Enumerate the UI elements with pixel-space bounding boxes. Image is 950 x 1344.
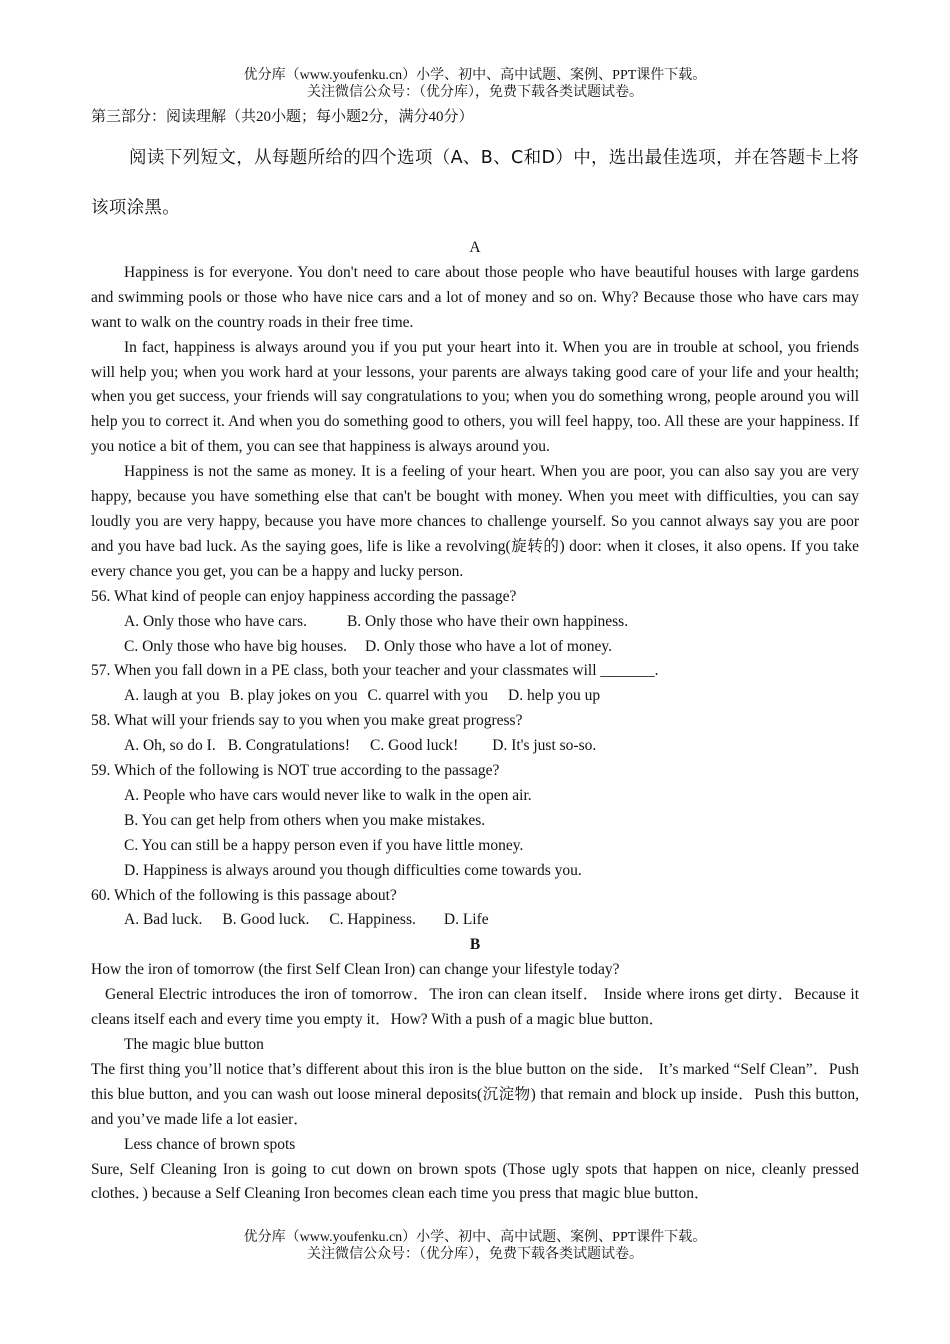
passage-b-paragraph-2: The first thing you’ll notice that’s different about this iron is the blue button on the side． It’s marked “Self Clean”．Push this blue button, and you can wash out loose mineral deposits(沉淀物) that remain and block up inside．Push this button, and you’ve made life a lot easier．	[91, 1060, 859, 1128]
page-header	[0, 67, 950, 101]
passage-b-label: B	[469, 936, 481, 954]
question-59: 59. Which of the following is NOT true according to the passage?	[91, 762, 500, 780]
option-56-b: B. Only those who have their own happiness.	[346, 612, 629, 630]
header-line-1: 优分库（www.youfenku.cn）小学、初中、高中试题、案例、PPT课件下载。	[243, 68, 707, 83]
option-57-d: D. help you up	[508, 687, 601, 705]
question-60-options	[91, 908, 859, 933]
question-56-options-row-1	[91, 610, 859, 635]
section-title: 第三部分：阅读理解（共20小题；每小题2分，满分40分）	[91, 109, 474, 125]
question-57: 57. When you fall down in a PE class, both your teacher and your classmates will _______.	[91, 662, 659, 680]
option-58-c: C. Good luck!	[370, 737, 459, 755]
question-60: 60. Which of the following is this passage about?	[91, 886, 397, 904]
option-57-a: A. laugh at you	[124, 687, 220, 705]
option-56-d: D. Only those who have a lot of money.	[365, 637, 612, 655]
option-58-a: A. Oh, so do I.	[124, 737, 216, 755]
option-60-c: C. Happiness.	[329, 911, 416, 929]
option-57-c: C. quarrel with you	[367, 687, 488, 705]
footer-line-2: 关注微信公众号：（优分库），免费下载各类试题试卷。	[307, 1247, 643, 1262]
option-60-b: B. Good luck.	[222, 911, 310, 929]
question-56: 56. What kind of people can enjoy happiness according the passage?	[91, 587, 517, 605]
question-57-options	[91, 684, 859, 709]
option-58-b: B. Congratulations!	[227, 737, 350, 755]
option-59-c: C. You can still be a happy person even if you have little money.	[124, 836, 524, 854]
passage-a-label: A	[469, 239, 481, 256]
section-instruction: 阅读下列短文，从每题所给的四个选项（A、B、C和D）中，选出最佳选项，并在答题卡上将该项涂黑。	[91, 148, 859, 218]
passage-b-subheading-2: Less chance of brown spots	[124, 1135, 296, 1153]
question-56-options-row-2	[91, 635, 859, 660]
passage-b-paragraph-1: General Electric introduces the iron of tomorrow．The iron can clean itself． Inside where irons get dirty．Because it cleans itself each and every time you empty it．How? With a push of a magic blue button．	[91, 986, 859, 1029]
passage-b-intro: How the iron of tomorrow (the first Self Clean Iron) can change your lifestyle today?	[91, 961, 620, 979]
option-59-a: A. People who have cars would never like to walk in the open air.	[124, 786, 532, 804]
passage-a-paragraph-3: Happiness is not the same as money. It is a feeling of your heart. When you are poor, you can also say you are very happy, because you have something else that can't be bought with money. When you meet with difficulties, you can say loudly you are very happy, because you have more chances to challenge yourself. So you cannot always say you are poor and you have bad luck. As the saying goes, life is like a revolving(旋转的) door: when it closes, it also opens. If you take every chance you get, you can be a happy and lucky person.	[91, 463, 859, 580]
footer-line-1: 优分库（www.youfenku.cn）小学、初中、高中试题、案例、PPT课件下载。	[243, 1230, 707, 1245]
option-60-a: A. Bad luck.	[124, 911, 203, 929]
option-60-d: D. Life	[443, 911, 489, 929]
option-58-d: D. It's just so-so.	[492, 737, 597, 755]
option-59-d: D. Happiness is always around you though difficulties come towards you.	[124, 861, 582, 879]
passage-a-paragraph-2: In fact, happiness is always around you if you put your heart into it. When you are in trouble at school, you friends will help you; when you work hard at your lessons, your parents are always taking good care of your life and your health; when you get success, your friends will say congratulations to you; when you do something wrong, people around you will help you to correct it. And when you do something good to others, you will feel happy, too. All these are your happiness. If you notice a bit of them, you can see that happiness is always around you.	[91, 338, 859, 456]
option-56-c: C. Only those who have big houses.	[124, 637, 348, 655]
option-56-a: A. Only those who have cars.	[124, 612, 307, 630]
question-58-options	[91, 734, 859, 759]
page-footer	[0, 1229, 950, 1263]
document-body	[91, 107, 859, 1207]
passage-b-paragraph-3: Sure, Self Cleaning Iron is going to cut down on brown spots (Those ugly spots that happen on nice, cleanly pressed clothes．) because a Self Cleaning Iron becomes clean each time you press that magic blue button．	[91, 1160, 859, 1203]
passage-b-subheading-1: The magic blue button	[124, 1036, 264, 1053]
header-line-2: 关注微信公众号：（优分库），免费下载各类试题试卷。	[307, 85, 643, 100]
option-57-b: B. play jokes on you	[229, 687, 358, 705]
question-58: 58. What will your friends say to you when you make great progress?	[91, 712, 523, 730]
passage-a-paragraph-1: Happiness is for everyone. You don't need to care about those people who have beautiful houses with large gardens and swimming pools or those who have nice cars and a lot of money and so on. Why? Because those who have cars may want to walk on the country roads in their free time.	[91, 263, 859, 331]
option-59-b: B. You can get help from others when you make mistakes.	[124, 811, 486, 829]
